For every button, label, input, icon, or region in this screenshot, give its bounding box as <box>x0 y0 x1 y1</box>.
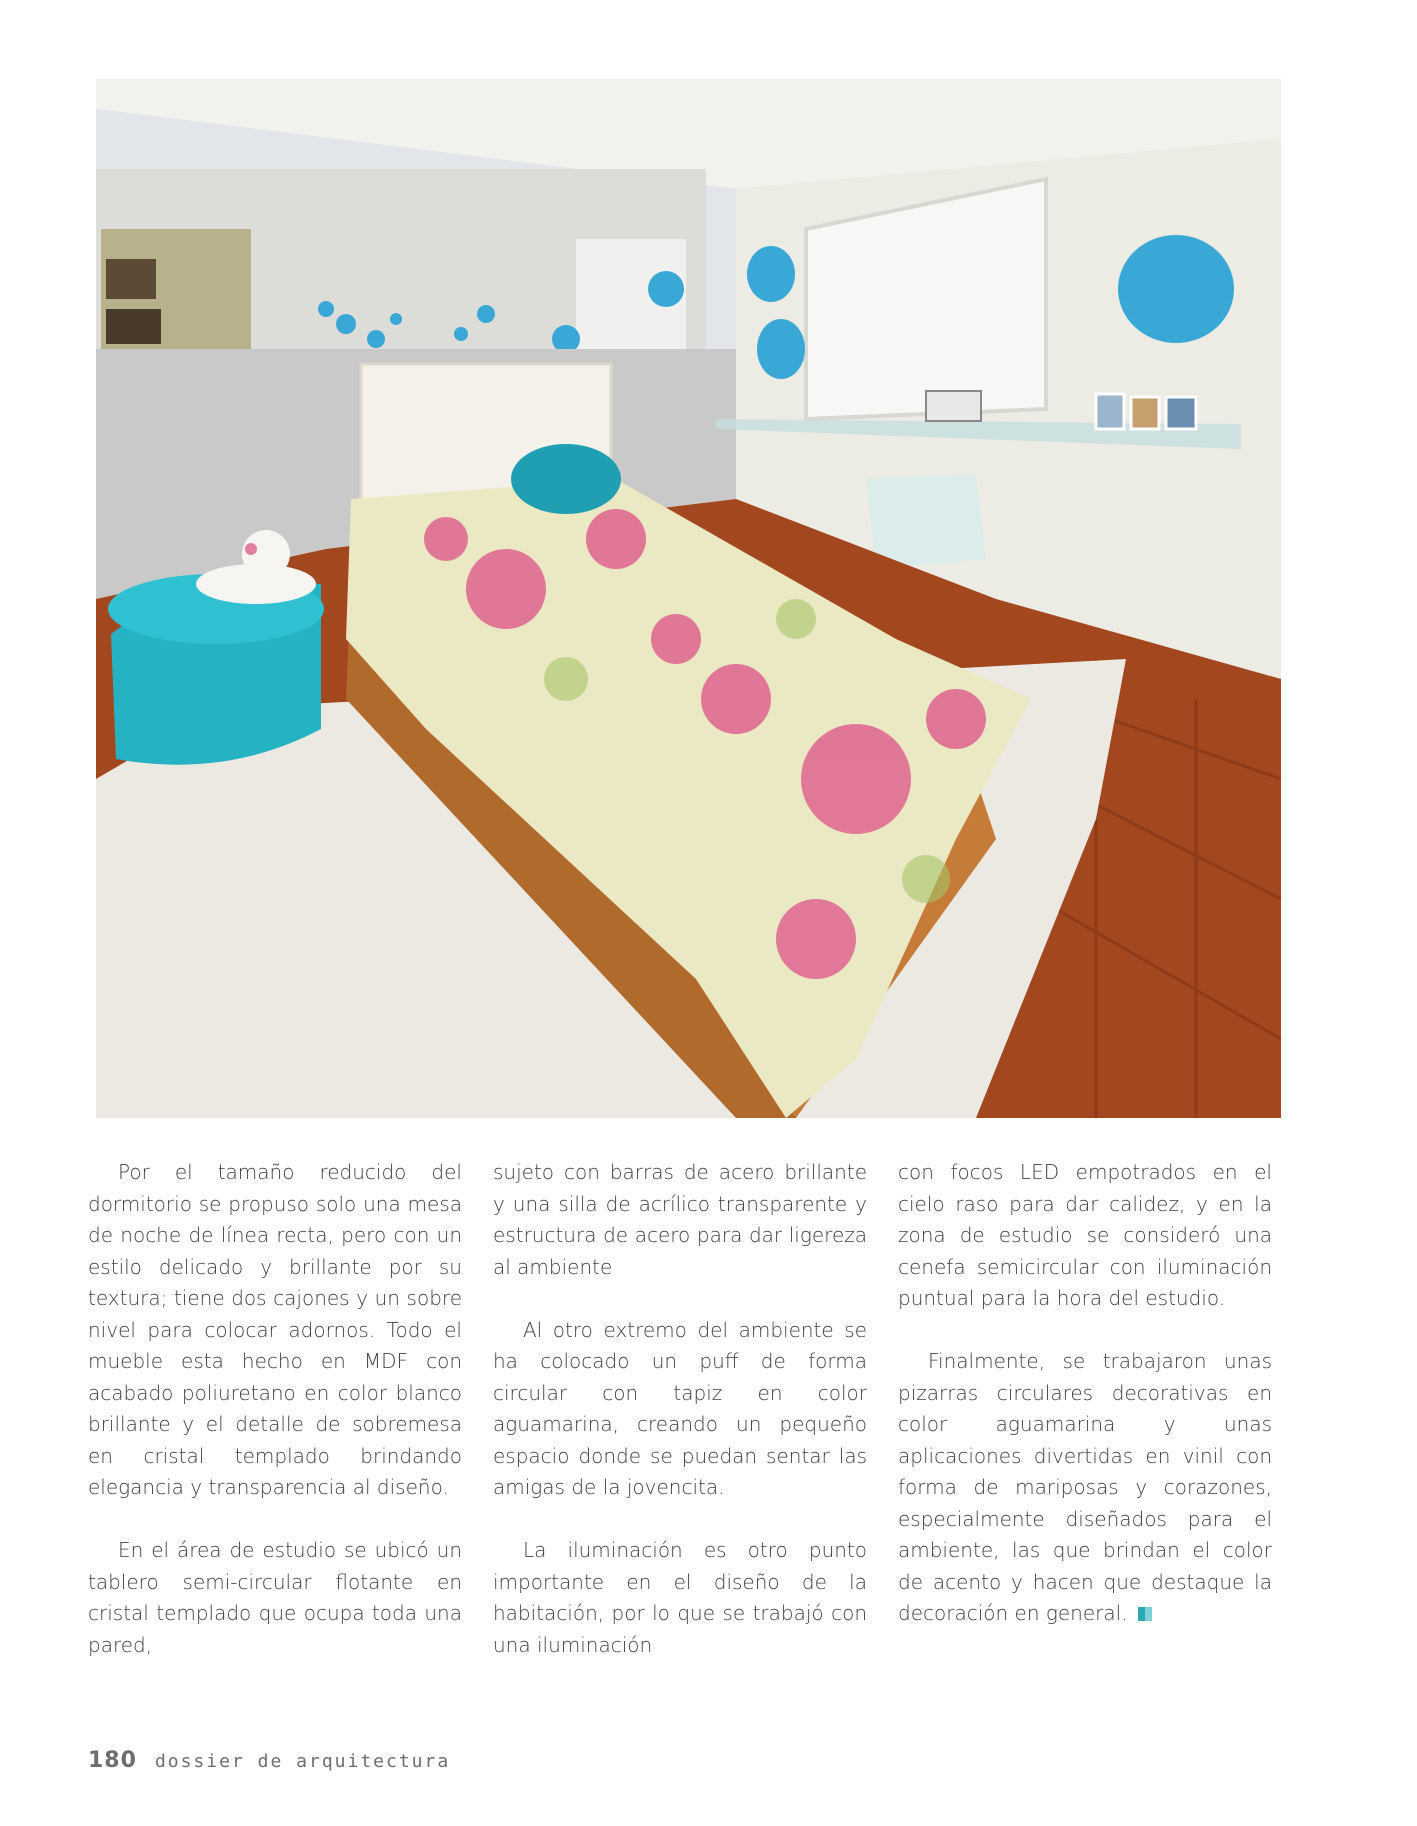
paragraph: Por el tamaño reducido del dormitorio se propuso solo una mesa de noche de línea recta, pero con un estilo delicado y brillante por su textura; tiene dos cajones y un sobre nivel para colocar adornos. Todo el mueble esta hecho en MDF con acabado poliuretano en color blanco brillante y el detalle de sobremesa en cristal templado brindando elegancia y transparencia al diseño. <box>88 1160 462 1499</box>
article-body <box>88 1157 1274 1657</box>
page-footer <box>88 1748 450 1778</box>
text-column-2 <box>493 1157 867 1693</box>
text-column-1 <box>88 1157 462 1693</box>
end-of-article-icon <box>1138 1607 1152 1621</box>
paragraph: Al otro extremo del ambiente se ha colocado un puff de forma circular con tapiz en color aguamarina, creando un pequeño espacio donde se puedan sentar las amigas de la jovencita. <box>493 1317 867 1499</box>
bedroom-illustration <box>96 79 1281 1118</box>
text-column-3 <box>898 1157 1272 1661</box>
page-number: 180 <box>88 1748 137 1773</box>
paragraph: La iluminación es otro punto importante en el diseño de la habitación, por lo que se trabajó con una iluminación <box>493 1538 867 1657</box>
paragraph-text: Finalmente, se trabajaron unas pizarras circulares decorativas en color aguamarina y unas aplicaciones divertidas en vinil con forma de mariposas y corazones, especialmente diseñados para el ambiente, las que brindan el color de acento y hacen que destaque la decoración en general. <box>898 1349 1272 1625</box>
paragraph <box>898 1346 1272 1630</box>
paragraph: con focos LED empotrados en el cielo raso para dar calidez, y en la zona de estudio se consideró una cenefa semicircular con iluminación puntual para la hora del estudio. <box>898 1160 1272 1310</box>
magazine-name: dossier de arquitectura <box>154 1751 451 1772</box>
bedroom-photo <box>96 79 1281 1118</box>
paragraph: sujeto con barras de acero brillante y una silla de acrílico transparente y estructura de acero para dar ligereza al ambiente <box>493 1160 867 1279</box>
paragraph: En el área de estudio se ubicó un tablero semi-circular flotante en cristal templado que ocupa toda una pared, <box>88 1538 462 1657</box>
